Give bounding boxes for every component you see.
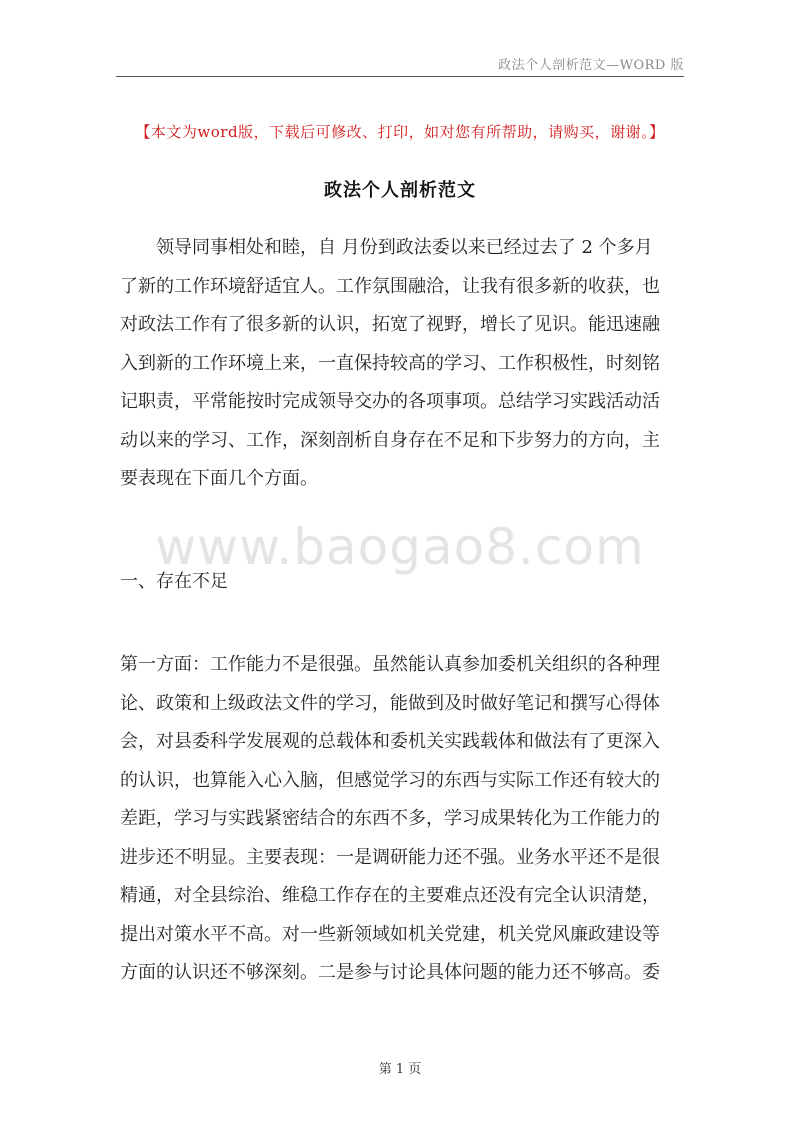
text-line: 方面的认识还不够深刻。二是参与讨论具体问题的能力还不够高。委: [120, 962, 660, 983]
text-line: 论、政策和上级政法文件的学习，能做到及时做好笔记和撰写心得体: [120, 692, 660, 714]
text-line: 会，对县委科学发展观的总载体和委机关实践载体和做法有了更深入: [120, 731, 660, 752]
text-line: 要表现在下面几个方面。: [120, 468, 318, 489]
page-header: [116, 52, 684, 77]
text-line: 记职责，平常能按时完成领导交办的各项事项。总结学习实践活动活: [120, 391, 660, 412]
text-line: 进步还不明显。主要表现：一是调研能力还不强。业务水平还不是很: [120, 846, 660, 868]
text-line: 了新的工作环境舒适宜人。工作氛围融洽，让我有很多新的收获，也: [120, 275, 660, 297]
text-line: 领导同事相处和睦，自 月份到政法委以来已经过去了 2 个多月: [156, 237, 653, 258]
header-title: 政法个人剖析范文—WORD 版: [498, 58, 684, 73]
watermark: www.baogao8.com: [155, 518, 645, 576]
section-heading: 一、存在不足: [120, 571, 228, 592]
text-line: 精通，对全县综治、维稳工作存在的主要难点还没有完全认识清楚，: [120, 885, 660, 906]
text-line: 的认识，也算能入心入脑，但感觉学习的东西与实际工作还有较大的: [120, 769, 660, 791]
text-line: 差距，学习与实践紧密结合的东西不多，学习成果转化为工作能力的: [120, 808, 660, 829]
text-line: 动以来的学习、工作，深刻剖析自身存在不足和下步努力的方向，主: [120, 429, 660, 451]
document-title: 政法个人剖析范文: [324, 180, 476, 201]
page-number: 第 1 页: [378, 1062, 422, 1077]
text-line: 提出对策水平不高。对一些新领域如机关党建，机关党风廉政建设等: [120, 923, 660, 945]
text-line: 第一方面：工作能力不是很强。虽然能认真参加委机关组织的各种理: [120, 654, 660, 675]
paragraph-shortcomings: [120, 646, 680, 993]
text-line: 入到新的工作环境上来，一直保持较高的学习、工作积极性，时刻铭: [120, 352, 660, 374]
paragraph-intro: [120, 229, 680, 499]
text-line: 对政法工作有了很多新的认识，拓宽了视野，增长了见识。能迅速融: [120, 314, 660, 335]
download-notice: 【本文为word版，下载后可修改、打印，如对您有所帮助，请购买，谢谢。】: [135, 123, 665, 141]
